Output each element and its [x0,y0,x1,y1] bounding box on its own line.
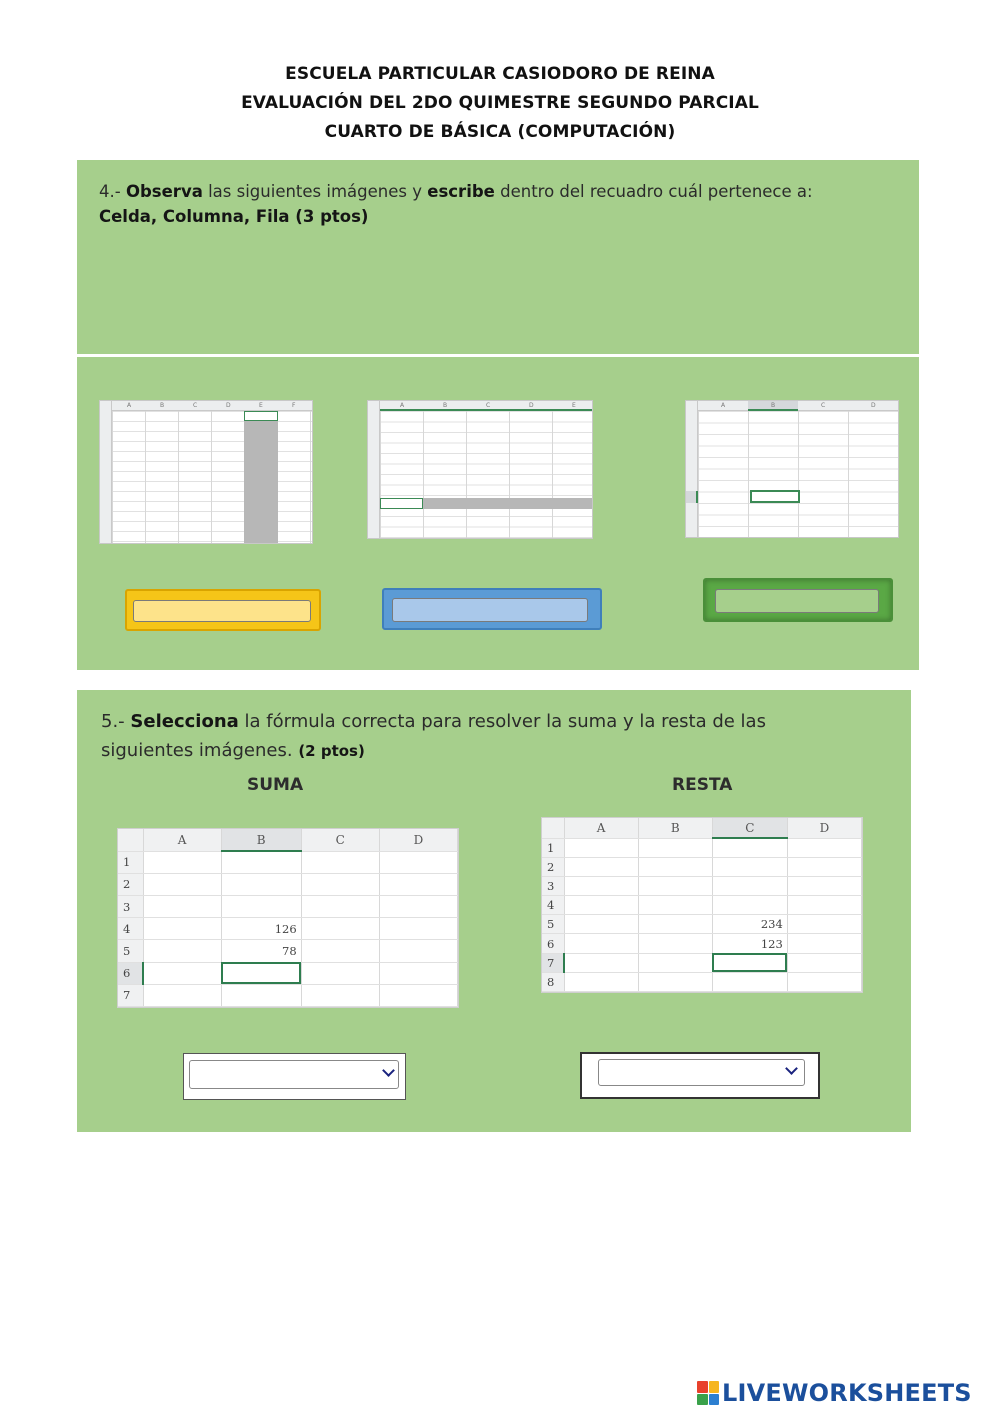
col-header: D [379,829,457,851]
row-header: 1 [542,838,564,857]
row-header-bar [100,401,112,543]
row-header: 6 [542,934,564,953]
corner-cell [118,829,143,851]
corner-cell [542,818,564,838]
question5-text-rest: la fórmula correcta para resolver la suma y la resta de las [244,711,766,732]
col-letter: B [443,402,448,409]
answer-box-green [703,578,893,622]
col-letter: F [292,402,296,409]
active-cell-c7 [712,953,787,972]
suma-title: SUMA [247,775,304,795]
col-letter: E [572,402,576,409]
question4-text [99,179,899,229]
col-header-selected: B [221,829,301,851]
col-header: B [638,818,712,838]
col-letter: A [721,402,726,409]
selected-column-top-cell [244,411,278,421]
suma-formula-dropdown[interactable] [189,1060,399,1089]
row-header-bar [686,401,698,537]
row-header: 3 [542,876,564,895]
liveworksheets-logo-icon [697,1381,719,1405]
row-header-selected: 6 [118,962,143,984]
worksheet-header [0,60,1000,147]
col-header-selected: C [712,818,787,838]
row-header-bar [368,401,380,538]
thumbnail-column-selected [99,400,313,544]
thumbnail-cell-selected [685,400,899,538]
selected-column-highlight [244,411,278,544]
liveworksheets-logo[interactable] [697,1378,972,1408]
col-letter: B [771,402,776,409]
answer-box-yellow [125,589,321,631]
row-header: 2 [118,873,143,895]
row-header: 5 [118,940,143,962]
answer-input-1[interactable] [133,600,311,622]
question4-images-panel [77,357,919,670]
selected-cell [750,490,800,503]
selected-row-header [686,491,698,503]
row-header: 4 [118,918,143,940]
question5-text [101,707,881,766]
cell-c5-value: 234 [712,915,787,934]
row-header: 4 [542,896,564,915]
row-header: 7 [118,984,143,1006]
row-header: 8 [542,972,564,991]
course-title: CUARTO DE BÁSICA (COMPUTACIÓN) [324,122,676,142]
brand-name: LIVEWORKSHEETS [722,1379,972,1407]
cell-b4-value: 126 [221,918,301,940]
row-header: 2 [542,857,564,876]
col-header: A [564,818,638,838]
sheet-grid [112,411,312,543]
row-header: 3 [118,895,143,917]
question5-points: (2 ptos) [298,742,365,760]
row-header-selected: 7 [542,953,564,972]
selected-row-first-cell [380,498,423,509]
col-letter: C [193,402,198,409]
thumbnail-row-selected [367,400,593,539]
resta-formula-dropdown[interactable] [598,1059,805,1086]
sheet-grid [380,411,592,538]
question5-text-line2: siguientes imágenes. [101,740,293,761]
col-letter: C [821,402,826,409]
col-letter: A [400,402,405,409]
resta-title: RESTA [672,775,733,795]
col-letter: E [259,402,263,409]
col-letter: D [529,402,534,409]
col-letter: D [871,402,876,409]
col-header: C [301,829,379,851]
cell-c6-value: 123 [712,934,787,953]
question4-text-mid: las siguientes imágenes y [208,182,423,201]
sheet-grid [698,411,898,537]
resta-dropdown-frame [580,1052,820,1099]
question4-verb-escribe: escribe [427,182,495,201]
question4-options: Celda, Columna, Fila (3 ptos) [99,207,369,226]
question4-instructions-panel [77,160,919,354]
question4-number: 4.- [99,182,121,201]
col-header: D [787,818,861,838]
col-header: A [143,829,221,851]
active-cell-b6 [221,962,301,984]
question4-verb-observa: Observa [125,182,203,201]
school-name: ESCUELA PARTICULAR CASIODORO DE REINA [285,64,715,84]
answer-input-3[interactable] [715,589,879,613]
answer-box-blue [382,588,602,630]
col-letter: C [486,402,491,409]
col-letter: A [127,402,132,409]
row-header: 5 [542,915,564,934]
col-letter: B [160,402,165,409]
question5-verb: Selecciona [130,711,239,732]
exam-title: EVALUACIÓN DEL 2DO QUIMESTRE SEGUNDO PARCIAL [241,93,759,113]
question5-panel [77,690,911,1132]
question5-number: 5.- [101,711,125,732]
row-header: 1 [118,851,143,873]
answer-input-2[interactable] [392,598,588,622]
suma-dropdown-frame [183,1053,406,1100]
question4-text-rest: dentro del recuadro cuál pertenece a: [500,182,813,201]
resta-spreadsheet [541,817,863,993]
cell-b5-value: 78 [221,940,301,962]
suma-spreadsheet [117,828,459,1008]
col-letter: D [226,402,231,409]
column-header-bar [100,401,312,411]
